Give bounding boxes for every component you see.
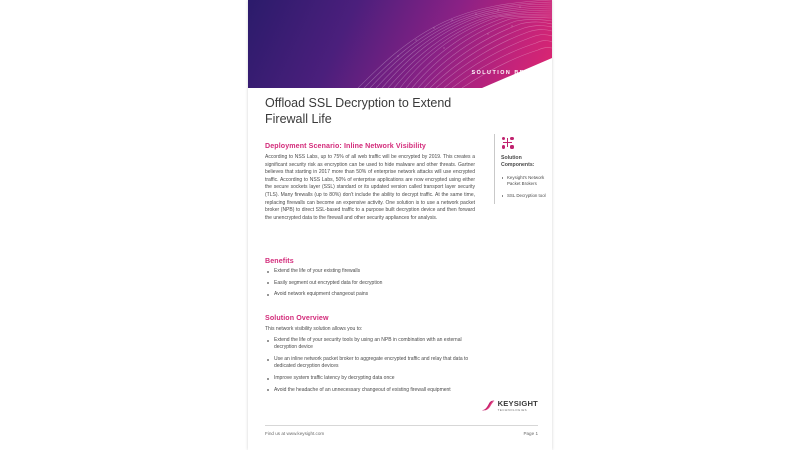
scenario-paragraph: According to NSS Labs, up to 75% of all web traffic will be encrypted by 2019. This creates a significant security risk as encryption can be used to hide malware and other threats. Gartner believes that starting in 2017 more than 50% of enterprise network attacks will use encrypted traffic. According to NSS Labs, 50% of enterprise applications are now encrypted using either the secure sockets layer (SSL) standard or its updated version called transport layer security (TLS). Many firewalls (up to 80%) don't include the ability to decrypt traffic. At the same time, replacing firewalls can become an expensive activity. One solution is to use a network packet broker (NPB) to direct SSL-based traffic to a purpose built decryption device and then forward the unencrypted data to the firewall and other security appliances for analysis. <box>265 154 475 221</box>
page-title: Offload SSL Decryption to Extend Firewall Life <box>265 96 452 126</box>
list-item: Improve system traffic latency by decrypting data once <box>265 375 480 382</box>
components-list <box>501 175 552 199</box>
components-title: Solution Components: <box>501 155 535 168</box>
benefits-list <box>265 268 480 303</box>
section-heading-scenario: Deployment Scenario: Inline Network Visibility <box>265 142 426 150</box>
footer-page-number: Page 1 <box>523 431 538 436</box>
logo-text-block <box>498 400 538 412</box>
logo-tagline: TECHNOLOGIES <box>497 408 528 413</box>
hero-corner-cut <box>482 58 552 88</box>
brief-type-label: SOLUTION BRIEF <box>471 70 538 76</box>
list-item: Easily segment out encrypted data for decryption <box>265 280 480 287</box>
list-item: Extend the life of your security tools by using an NPB in combination with an external decryption device <box>265 337 480 352</box>
keysight-swoosh-icon <box>482 400 495 411</box>
list-item: Avoid the headache of an unnecessary changeout of existing firewall equipment <box>265 387 480 394</box>
solution-list <box>265 337 480 398</box>
solution-components-box <box>494 134 552 204</box>
keysight-logo <box>482 400 538 412</box>
document-page <box>248 0 552 450</box>
list-item: Extend the life of your existing firewalls <box>265 268 480 275</box>
section-heading-benefits: Benefits <box>265 257 294 265</box>
list-item: Avoid network equipment changeout pains <box>265 291 480 298</box>
section-heading-solution: Solution Overview <box>265 314 329 322</box>
list-item: Use an inline network packet broker to aggregate encrypted traffic and relay that data to dedicated decryption devices <box>265 356 480 371</box>
footer-url: Find us at www.keysight.com <box>265 431 325 436</box>
document-body <box>248 88 552 450</box>
list-item: Keysight's Network Packet Brokers <box>501 175 552 188</box>
four-dot-crosshair-icon <box>501 136 514 149</box>
footer-divider <box>265 425 538 426</box>
solution-intro-text: This network visibility solution allows you to: <box>265 326 363 332</box>
document-hero-banner <box>248 0 552 88</box>
list-item: SSL Decryption tool <box>501 193 552 199</box>
logo-name: KEYSIGHT <box>497 398 538 408</box>
